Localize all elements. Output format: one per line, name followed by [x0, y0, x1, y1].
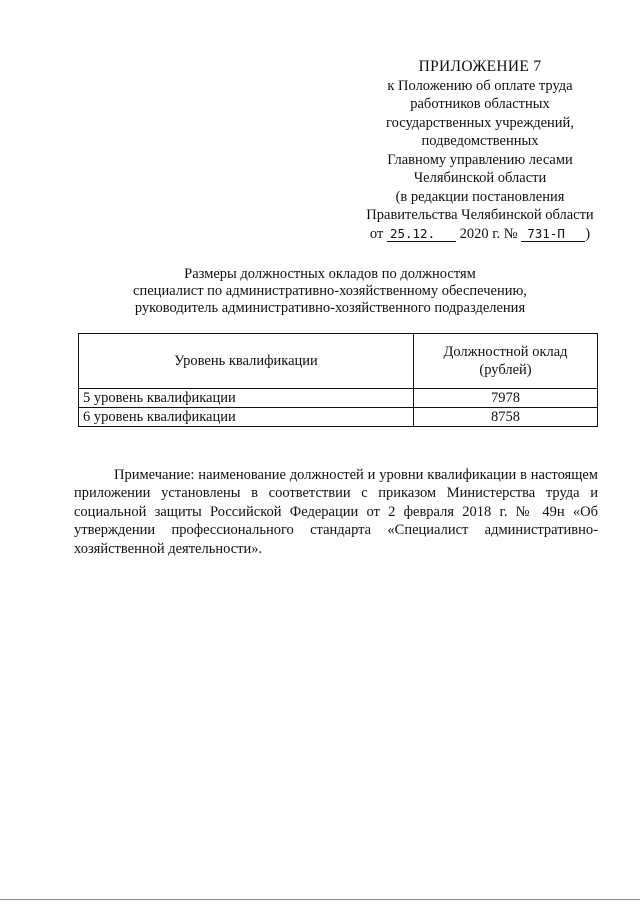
header-salary-label: Должностной оклад	[443, 344, 568, 360]
qualification-level-cell: 6 уровень квалификации	[79, 408, 414, 427]
heading-line: Размеры должностных окладов по должностям	[184, 266, 476, 282]
date-prefix: от	[369, 225, 384, 242]
annex-title: ПРИЛОЖЕНИЕ 7	[418, 58, 542, 75]
annex-line: Правительства Челябинской области	[366, 207, 594, 223]
table-row	[79, 389, 598, 408]
page-bottom-divider	[0, 899, 640, 900]
header-salary	[414, 334, 598, 389]
annex-line: подведомственных	[421, 133, 539, 149]
annex-line: Главному управлению лесами	[387, 151, 573, 168]
document-heading	[60, 266, 600, 317]
salary-cell: 7978	[414, 389, 598, 408]
annex-line: (в редакции постановления	[395, 188, 565, 205]
salary-cell: 8758	[414, 408, 598, 427]
table-row	[79, 408, 598, 427]
resolution-date-line	[330, 225, 630, 244]
heading-line: руководитель административно-хозяйственного подразделения	[134, 300, 526, 316]
heading-line: специалист по административно-хозяйственному обеспечению,	[133, 283, 527, 299]
header-qualification-level: Уровень квалификации	[79, 334, 414, 389]
table-header-row	[79, 334, 598, 389]
annex-line: работников областных	[410, 96, 550, 112]
salary-table	[78, 333, 598, 427]
annex-line: государственных учреждений,	[386, 114, 574, 131]
close-paren: )	[585, 225, 591, 242]
annex-header	[330, 58, 630, 243]
note-paragraph: Примечание: наименование должностей и уровни квалификации в настоящем приложении установлены в соответствии с приказом Министерства труда и социальной защиты Российской Федерации от 2 февраля 2018 г. № 49н «Об утверждении профессионального стандарта «Специалист административно-хозяйственной деятельности».	[74, 466, 598, 557]
annex-line: Челябинской области	[413, 170, 547, 186]
qualification-level-cell: 5 уровень квалификации	[79, 389, 414, 408]
annex-line: к Положению об оплате труда	[387, 77, 573, 94]
year-text: 2020 г. №	[459, 225, 518, 242]
resolution-date-field: 25.12.	[387, 227, 456, 242]
header-salary-unit: (рублей)	[479, 362, 532, 378]
resolution-number-field: 731-П	[521, 227, 585, 242]
